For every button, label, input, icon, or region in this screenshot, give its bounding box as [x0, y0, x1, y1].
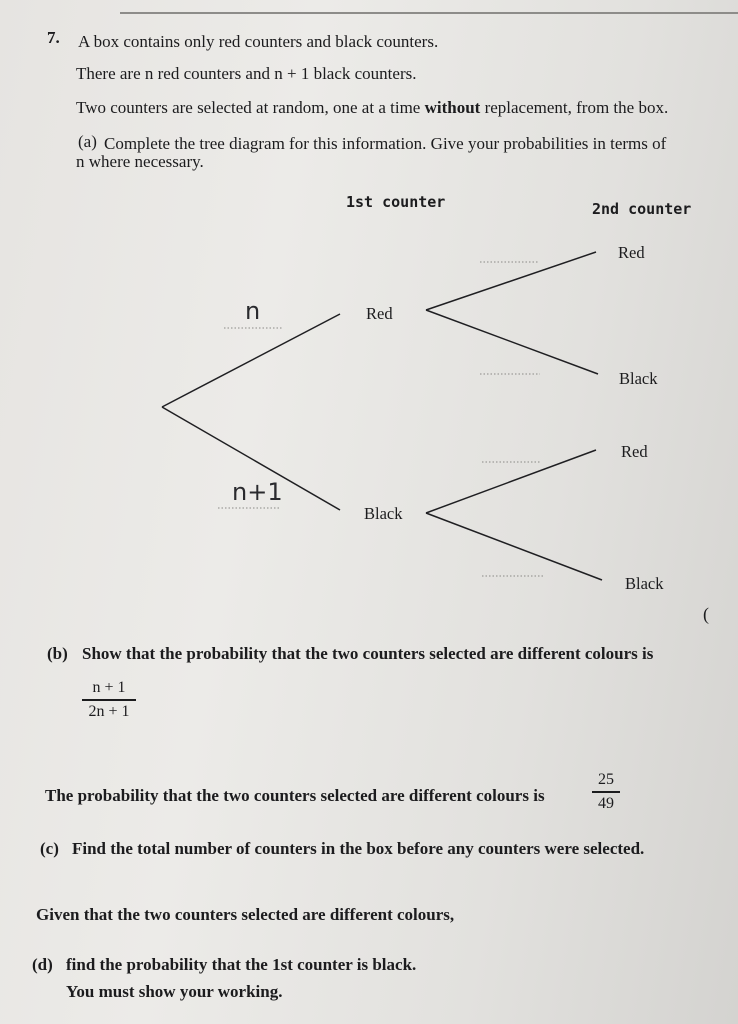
question-line-1: A box contains only red counters and black counters.: [78, 32, 439, 51]
part-a-label: (a): [78, 132, 97, 151]
tree-header-1st-counter: 1st counter: [346, 193, 446, 211]
given-denominator: 49: [598, 794, 614, 812]
part-b-label: (b): [47, 644, 68, 663]
margin-bracket: (: [703, 604, 709, 624]
branch-red-black: [426, 310, 598, 374]
branch-red-red: [426, 252, 596, 310]
branch-black-black: [426, 513, 602, 580]
question-line-2: There are n red counters and n + 1 black counters.: [76, 64, 417, 83]
tree-black-then-red: Red: [621, 442, 648, 461]
part-b-text: Show that the probability that the two counters selected are different colours is: [82, 644, 654, 663]
part-b-numerator: n + 1: [92, 679, 126, 696]
given-numerator: 25: [598, 771, 614, 788]
part-a-text-1: Complete the tree diagram for this information. Give your probabilities in terms of: [104, 134, 667, 153]
tree-header-2nd-counter: 2nd counter: [592, 200, 692, 218]
handwritten-red-probability: n: [245, 297, 261, 325]
part-d-text-2: You must show your working.: [66, 982, 283, 1001]
given-probability-text: The probability that the two counters selected are different colours is: [45, 786, 545, 805]
given-condition-text: Given that the two counters selected are different colours,: [36, 905, 455, 924]
tree-red-then-red: Red: [618, 243, 645, 262]
question-line-3: Two counters are selected at random, one at a time without replacement, from the box.: [76, 98, 669, 117]
part-d-text: find the probability that the 1st counter is black.: [66, 955, 417, 974]
given-fraction: [592, 770, 620, 814]
tree-first-red: Red: [366, 304, 393, 323]
fraction-bar: [82, 699, 136, 701]
part-b-denominator: 2n + 1: [88, 702, 130, 720]
question-number: 7.: [47, 28, 60, 47]
tree-first-black: Black: [364, 504, 403, 523]
handwritten-black-probability: n+1: [232, 478, 283, 506]
branch-black-red: [426, 450, 596, 513]
tree-red-then-black: Black: [619, 369, 658, 388]
tree-black-then-black: Black: [625, 574, 664, 593]
part-c-label: (c): [40, 839, 59, 858]
part-a-text-2: n where necessary.: [76, 152, 204, 171]
part-b-fraction: [82, 678, 136, 722]
branch-first-red: [162, 314, 340, 407]
part-c-text: Find the total number of counters in the box before any counters were selected.: [72, 839, 645, 858]
part-d-label: (d): [32, 955, 53, 974]
fraction-bar: [592, 791, 620, 793]
